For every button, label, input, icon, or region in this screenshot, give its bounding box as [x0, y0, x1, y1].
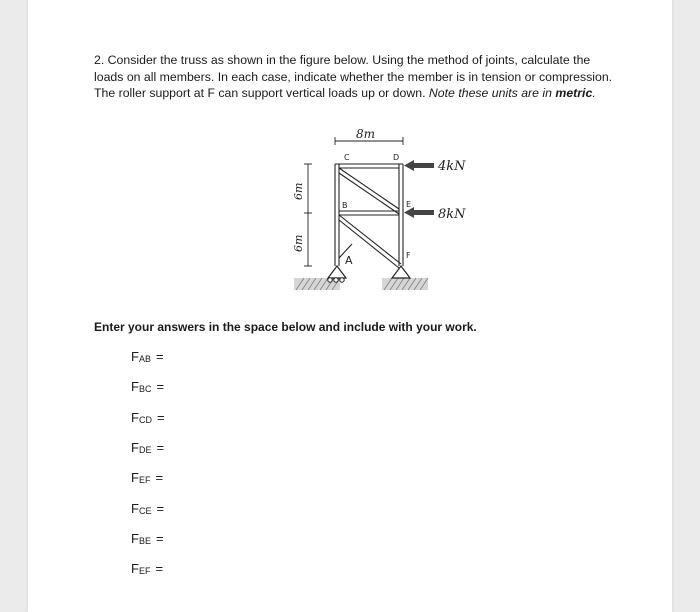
load-mid-label: 8kN — [438, 207, 466, 222]
answer-field-fab[interactable] — [170, 349, 350, 365]
answer-field-fef[interactable] — [169, 470, 349, 486]
joint-label-f: F — [406, 251, 411, 260]
joint-label-e: E — [406, 200, 412, 209]
answer-instructions: Enter your answers in the space below and include with your work. — [94, 320, 477, 334]
joint-label-d: D — [393, 153, 400, 162]
answer-row-fbe: F BE = — [131, 524, 351, 554]
answer-field-fce[interactable] — [170, 501, 350, 517]
joint-label-a: A — [345, 254, 353, 267]
truss-diagram — [270, 118, 470, 308]
answer-field-fef-2[interactable] — [169, 561, 349, 577]
problem-note: Note these units are in metric. — [428, 86, 596, 101]
answer-row-fcd: F CD = — [131, 403, 351, 433]
truss-figure — [270, 118, 470, 308]
answer-row-fbc: F BC = — [131, 372, 351, 402]
answer-row-fde: F DE = — [131, 433, 351, 463]
member-ce — [339, 168, 399, 209]
answer-field-fbc[interactable] — [170, 379, 350, 395]
load-top-label: 4kN — [438, 159, 466, 174]
answer-row-fef-2: F EF = — [131, 554, 351, 584]
answer-field-fbe[interactable] — [170, 531, 350, 547]
support-a — [328, 266, 346, 282]
answer-row-fef: F EF = — [131, 463, 351, 493]
support-f — [392, 266, 410, 278]
joint-label-b: B — [342, 201, 348, 210]
dim-width-label: 8m — [356, 127, 376, 141]
joint-label-c: C — [344, 153, 350, 162]
problem-text: 2. Consider the truss as shown in the figure below. Using the method of joints, calculate the loads on all members. In each case, indicate whether the member is in tension or compression. The roller support at F can support vertical loads up or down. — [94, 53, 613, 101]
answer-row-fab: F AB = — [131, 342, 351, 372]
load-arrow-top — [404, 160, 434, 171]
dim-lower-label: 6m — [292, 234, 305, 252]
answer-field-fcd[interactable] — [171, 410, 351, 426]
truss-members — [335, 164, 403, 268]
answer-list — [131, 342, 351, 584]
ground-right — [382, 278, 428, 290]
ground-left — [294, 278, 340, 290]
answer-field-fde[interactable] — [170, 440, 350, 456]
answer-row-fce: F CE = — [131, 493, 351, 523]
dim-upper-label: 6m — [292, 182, 305, 200]
problem-note-bold: metric — [555, 86, 593, 101]
problem-statement — [94, 52, 614, 102]
document-page — [28, 0, 672, 612]
